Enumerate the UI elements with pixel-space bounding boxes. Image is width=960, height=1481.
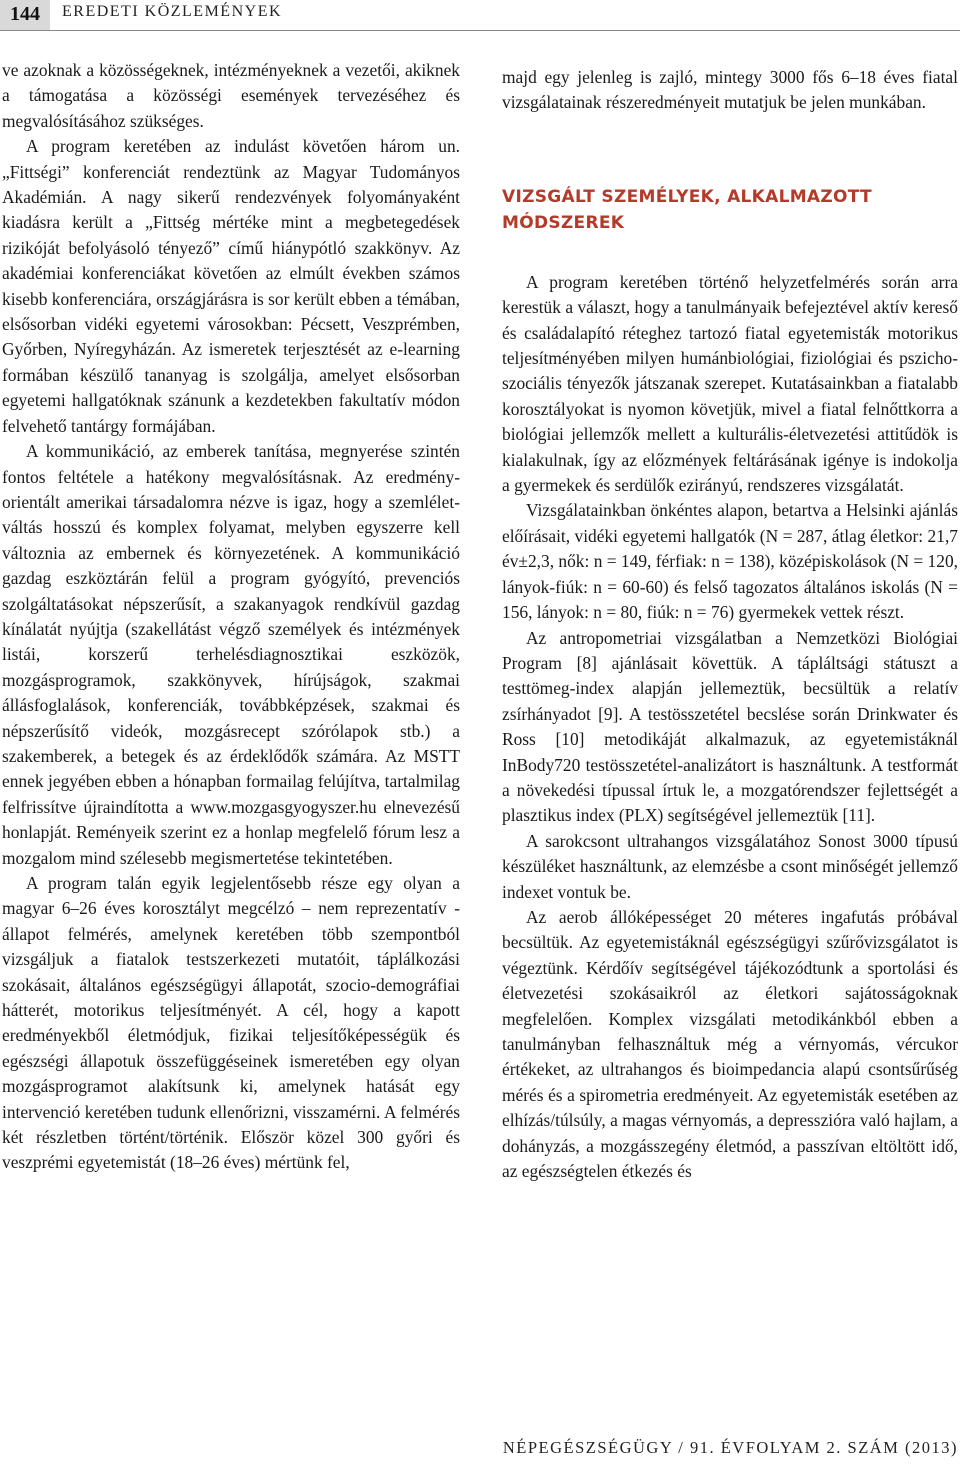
page-number: 144 [0, 0, 50, 30]
left-column [2, 58, 460, 1176]
paragraph: A sarokcsont ultrahangos vizsgálatához Sonost 3000 típusú készüléket használtunk, az elemzésbe a csont minőségét jellemző indexet vontuk be. [502, 830, 958, 902]
page-header [0, 0, 960, 34]
paragraph: A program talán egyik legjelentősebb része egy olyan a magyar 6–26 éves korosztályt megcélzó – nem reprezentatív - állapot felmérés, amelynek keretében több szempontból vizsgáljuk a fiatalok testszerkezeti mutatóit, táplálkozási szokásait, általános egészségügyi állapotát, szocio-demográfiai hátterét, motorikus teljesítményét. A cél, hogy a kapott eredményekből életmódjuk, fizikai teljesítőképességük és egészségi állapotuk összefüggéseinek ismeretében egy olyan mozgásprogramot alakítsunk ki, amelynek hatását egy intervenció keretében tudunk ellenőrizni, visszamérni. A felmérés két részletben történt/történik. Először közel 300 győri és veszprémi egyetemistát (18–26 éves) mértünk fel, [2, 873, 460, 1173]
paragraph: A kommunikáció, az emberek tanítása, megnyerése szintén fontos feltétele a hatékony megvalósításnak. Az eredmény-orientált amerikai társadalomra nézve is igaz, hogy a szemlélet-váltás hosszú és komplex folyamat, melyben egyszerre kell változnia az embernek és környezetének. A kommunikáció gazdag eszköztárán felül a program gyógyító, prevenciós szolgáltatásokat népszerűsít, a szakanyagok rendkívül gazdag kínálatát nyújtja (szakellátást végző személyek és intézmények listái, korszerű terhelésdiagnosztikai eszközök, mozgásprogramok, szakkönyvek, hírújságok, szakmai állásfoglalások, konferenciák, továbbképzések, szakmai és népszerűsítő videók, mozgásrecept szórólapok stb.) a szakemberek, a betegek és az érdeklődők számára. Az MSTT ennek jegyében ebben a hónapban formailag felújítva, tartalmilag felfrissítve újraindította a www.mozgasgyogyszer.hu elnevezésű honlapját. Reményeik szerint ez a honlap megfelelő fórum lesz a mozgalom mind szélesebb megismertetése tekintetében. [2, 441, 460, 868]
header-rule [0, 30, 960, 31]
running-head: EREDETI KÖZLEMÉNYEK [62, 3, 283, 20]
paragraph: A program keretében az indulást követően három un. „Fittségi” konferenciát rendeztünk az Magyar Tudományos Akadémián. A nagy sikerű rendezvények folyományaként kiadásra került a „Fittség mértéke mint a megbetegedések rizikóját befolyásoló tényező” című hiánypótló szakkönyv. Az akadémiai konferenciákat követően az elmúlt években számos kisebb konferenciára, országjárásra is sor került ebben a témában, elsősorban vidéki egyetemi városokban: Pécsett, Veszprémben, Győrben, Nyíregyházán. Az ismeretek terjesztését az e-learning formában készülő tananyag is szolgálja, amelyet elsősorban egyetemi hallgatóknak szánunk a kezdetekben fakultatív módon felvehető tantárgy formájában. [2, 136, 460, 436]
paragraph: Az aerob állóképességet 20 méteres ingafutás próbával becsültük. Az egyetemistáknál egészségügyi szűrővizsgálatot is végeztünk. Kérdőív segítségével tájékozódtunk a sportolási és életvezetési szokásaikról az életkori sajátosságoknak megfelelően. Komplex vizsgálati metodikánkból ebben a tanulmányban felhasználtuk még a vérnyomás, vércukor értékeket, az ultrahangos és bioimpedancia alapú csontsűrűség mérés és a spirometria eredményeit. Az egyetemisták esetében az elhízás/túlsúly, a magas vérnyomás, a depresszióra való hajlam, a dohányzás, a mozgásszegény életmód, a passzívan eltöltött idő, az egészségtelen étkezés és [502, 906, 958, 1182]
paragraph: Az antropometriai vizsgálatban a Nemzetközi Biológiai Program [8] ajánlásait követtük. A tápláltsági státuszt a testtömeg-index alapján jellemeztük, becsültük a relatív zsírhányadot [9]. A testösszetétel becslése során Drinkwater és Ross [10] metodikáját alkalmazuk, az egyetemistáknál InBody720 testösszetétel-analizátort is használtunk. A testformát a növekedési típussal írtuk le, a mozgatórendszer fejlettségét a plasztikus index (PLX) segítségével jellemeztük [11]. [502, 627, 958, 826]
paragraph: A program keretében történő helyzetfelmérés során arra kerestük a választ, hogy a tanulmányaik befejeztével aktív kereső és családalapító réteghez tartozó fiatal egyetemisták motorikus teljesítményében milyen humánbiológiai, fiziológiai és pszicho-szociális tényezők játszanak szerepet. Kutatásainkban a fiatalabb korosztályokat is nyomon követjük, mivel a fiatal felnőttkorra a biológiai jellemzők mellett a kulturális-életvezetési attitűdök is kialakulnak, így az előzmények feltárásának igénye is indokolja a gyermekek és serdülők ezirányú, rendszeres vizsgálatát. [502, 271, 958, 496]
page-footer: NÉPEGÉSZSÉGÜGY / 91. ÉVFOLYAM 2. SZÁM (2013) [502, 1438, 958, 1457]
right-column [502, 65, 958, 1184]
paragraph: ve azoknak a közösségeknek, intézményeknek a vezetői, akiknek a támogatása a közösségi események tervezéséhez és megvalósításához szükséges. [2, 60, 460, 131]
section-title: VIZSGÁLT SZEMÉLYEK, ALKALMAZOTT MÓDSZEREK [502, 186, 872, 233]
paragraph: Vizsgálatainkban önkéntes alapon, betartva a Helsinki ajánlás előírásait, vidéki egyetemi hallgatók (N = 287, átlag életkor: 21,7 év±2,3, nők: n = 149, férfiak: n = 138), középiskolások (N = 120, lányok-fiúk: n = 60-60) és felső tagozatos általános iskolás (N = 156, lányok: n = 80, fiúk: n = 76) gyermekek vettek részt. [502, 500, 958, 623]
paragraph: majd egy jelenleg is zajló, mintegy 3000 fős 6–18 éves fiatal vizsgálatainak részeredményeit mutatjuk be jelen munkában. [502, 67, 958, 113]
